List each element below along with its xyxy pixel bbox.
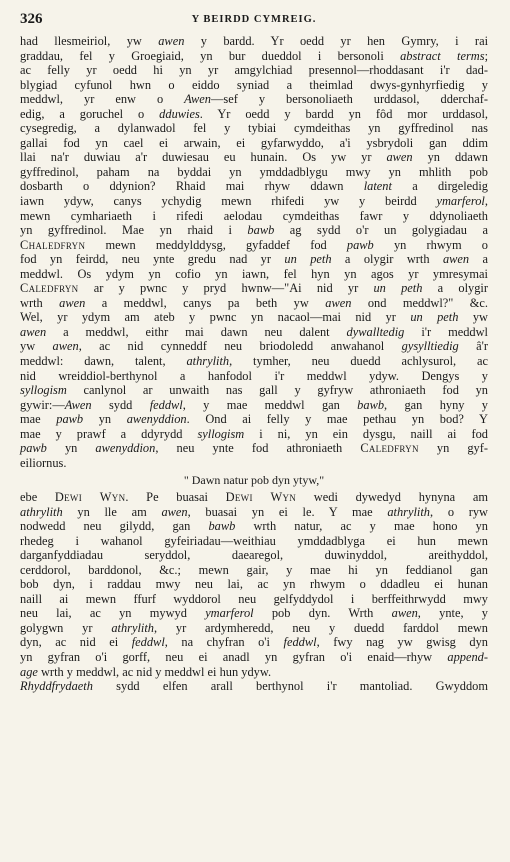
text-line: naill ai mewn ffurf wyddorol neu gelfyddydol i berffeithrwydd mwy — [20, 591, 488, 606]
paragraph-2 — [20, 490, 488, 679]
text-line: Rhyddfrydaeth sydd elfen arall berthynol i'r mantoliad. Gwyddom — [20, 679, 488, 694]
page-body — [20, 34, 488, 694]
text-line: nodwedd neu gilydd, gan bawb wrth natur, ac y mae hono yn — [20, 519, 489, 534]
page-number: 326 — [20, 11, 43, 27]
text-line: ac felly yr oedd hi yn yr amgylchiad presennol—rhoddasant i'r dad- — [20, 63, 488, 78]
text-line: yn gyffredinol. Mae yn rhaid i bawb ag sydd o'r un golygiadau a — [20, 223, 488, 238]
text-line: iawn ydyw, canys ychydig mewn rhifedi yw y beirdd ymarferol, — [20, 194, 488, 209]
text-line: rhedeg i wahanol gyfeiriadau—weithiau ymddadblyga ei hun mewn — [20, 533, 488, 548]
text-line: gyffredinol, paham na byddai yn ymddadblygu mwy yn mhlith pob — [20, 164, 488, 179]
text-line: dosbarth o ddynion? Rhaid mai rhyw ddawn latent a dirgeledig — [20, 179, 488, 194]
text-line: yw awen, ac nid cynneddf neu briodoledd anwahanol gysylltiedig â'r — [20, 339, 488, 354]
text-line: gallai fod yn cael ei arwain, ei gyfarwyddo, a'i ysbrydoli gan ddim — [20, 135, 488, 150]
text-line: Wel, yr ydym am ateb y pwnc yn nacaol—mai nid yr un peth yw — [20, 310, 488, 325]
text-line: ebe Dewi Wyn. Pe buasai Dewi Wyn wedi dywedyd hynyna am — [20, 489, 488, 504]
running-head: Y BEIRDD CYMREIG. — [191, 14, 317, 25]
text-line: syllogism canlynol ar unwaith nas gall y gyfryw athroniaeth fod yn — [20, 383, 488, 398]
text-line: meddwl. Os ydym yn cofio yn iawn, fel hyn yn agos yr ymresymai — [20, 266, 488, 281]
text-line: athrylith yn lle am awen, buasai yn ei le. Y mae athrylith, o ryw — [20, 504, 488, 519]
text-line: cysegredig, a dylanwadol fel y tybiai cymdeithas yn gyffredinol nas — [20, 121, 488, 136]
text-line: meddwl: dawn, talent, athrylith, tymher, neu duedd achlysurol, ac — [20, 354, 488, 369]
text-line: graddau, fel y Groegiaid, yn bur dueddol i bersonoli abstract terms; — [20, 48, 489, 63]
text-line: wrth awen a meddwl, canys pa beth yw awen ond meddwl?" &c. — [20, 295, 489, 310]
text-line: awen a meddwl, eithr mai dawn neu dalent dywalltedig i'r meddwl — [20, 324, 488, 339]
text-line: age wrth y meddwl, ac nid y meddwl ei hun ydyw. — [20, 664, 272, 679]
text-line: Caledfryn ar y pwnc y pryd hwnw—"Ai nid yr un peth a olygir — [20, 281, 488, 296]
text-line: Chaledfryn mewn meddylddysg, gyfaddef fod pawb yn rhwym o — [20, 237, 489, 252]
text-line: darganfyddiadau seryddol, daearegol, duwinyddol, areithyddol, — [20, 548, 488, 563]
text-line: yn gyfran o'i gorff, neu ei anadl yn gyfran o'i enaid—rhyw append- — [20, 649, 488, 664]
text-line: eiliornus. — [20, 455, 67, 470]
text-line: cerddorol, barddonol, &c.; mewn gair, y mae hi yn feddianol gan — [20, 562, 488, 577]
text-line: dyn, ac nid ei feddwl, na chyfran o'i feddwl, fwy nag yw gwisg dyn — [20, 635, 488, 650]
text-line: nid wreiddiol-berthynol a hanfodol i'r meddwl ydyw. Dengys y — [20, 368, 488, 383]
text-line: bob dyn, i raddau mwy neu lai, ac yn rhwym o ddadleu ei hunan — [20, 577, 488, 592]
page-header — [20, 8, 488, 30]
paragraph-3 — [20, 679, 488, 694]
text-line: edig, a goruchel o dduwies. Yr oedd y bardd yn fôd mor urddasol, — [20, 106, 489, 121]
paragraph-1 — [20, 34, 488, 470]
text-line: mewn cymhariaeth i rifedi aelodau cymdeithas fawr y ddynoliaeth — [20, 208, 488, 223]
text-line: fod yn feirdd, neu ynte gredu nad yr un peth a olygir wrth awen a — [20, 252, 488, 267]
text-line: llai na'r duwiau a'r duwiesau eu hunain. Os yw yr awen yn ddawn — [20, 150, 488, 165]
text-line: gywir:—Awen sydd feddwl, y mae meddwl gan bawb, gan hyny y — [20, 397, 489, 412]
text-line: pawb yn awenyddion, neu ynte fod athroniaeth Caledfryn yn gyf- — [20, 441, 488, 456]
text-line: had llesmeiriol, yw awen y bardd. Yr oedd yr hen Gymry, i rai — [20, 34, 489, 48]
text-line: meddwl, yr enw o Awen—sef y bersonoliaeth urddasol, dderchaf- — [20, 92, 488, 107]
quotation: " Dawn natur pob dyn ytyw," — [183, 473, 325, 488]
text-line: blygiad cyfunol hwn o eiddo syniad a theimlad dwys-gynhyrfiedig y — [20, 77, 488, 92]
text-line: golygwn yr athrylith, yr ardymheredd, neu y duedd farddol mewn — [20, 620, 488, 635]
text-line: mae y prawf a ddyrydd syllogism i ni, yn ein dysgu, naill ai fod — [20, 426, 488, 441]
text-line: mae pawb yn awenyddion. Ond ai felly y mae pethau yn bod? Y — [20, 412, 488, 427]
text-line: neu lai, ac yn mywyd ymarferol pob dyn. Wrth awen, ynte, y — [20, 606, 489, 621]
